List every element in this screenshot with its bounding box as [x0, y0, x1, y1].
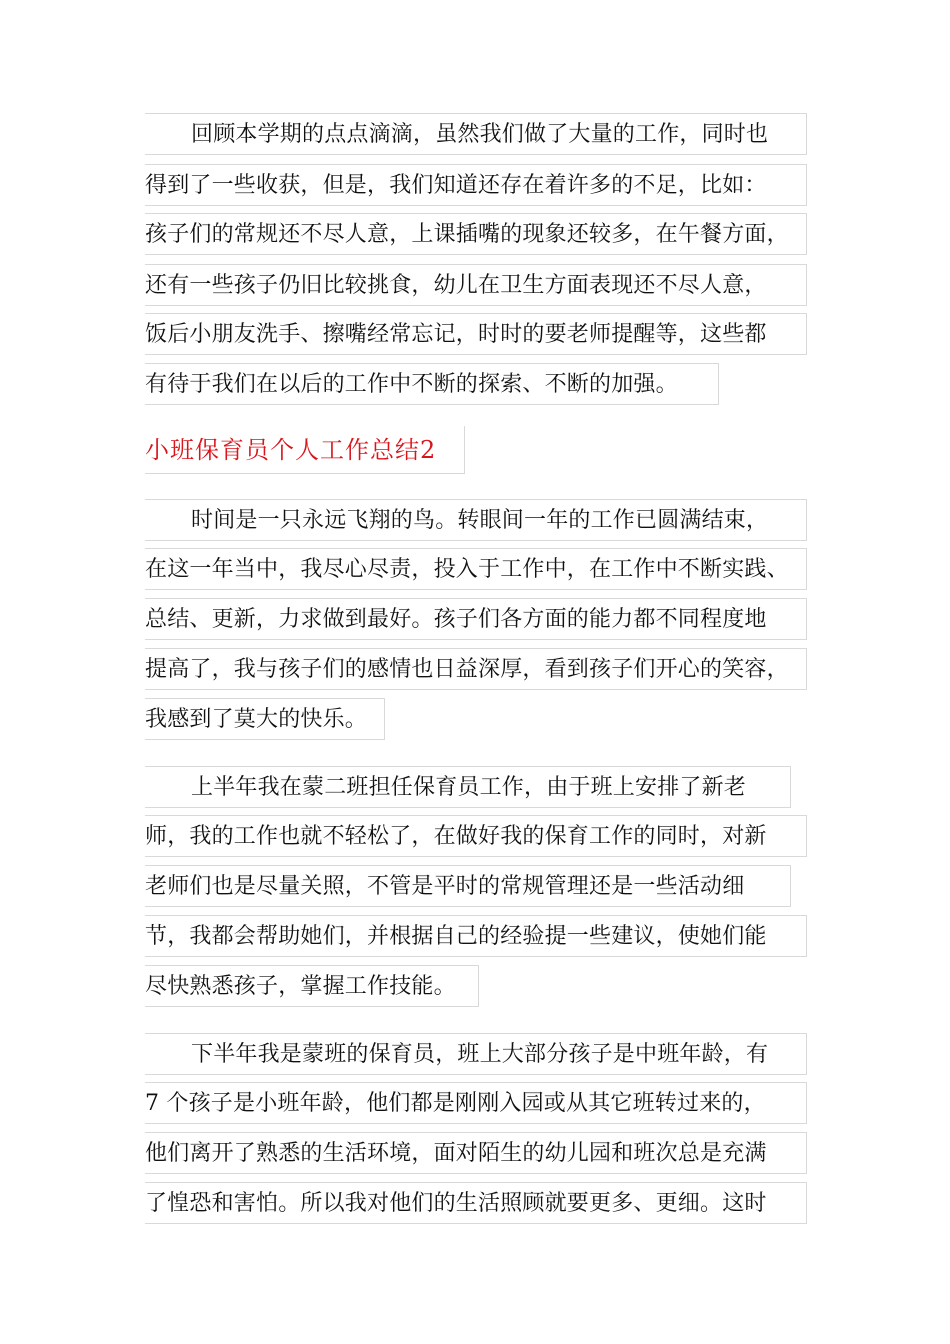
paragraph-line: 我感到了莫大的快乐。 [145, 698, 385, 740]
paragraph-line: 时间是一只永远飞翔的鸟。转眼间一年的工作已圆满结束， [145, 499, 807, 541]
paragraph-line: 上半年我在蒙二班担任保育员工作，由于班上安排了新老 [145, 766, 791, 808]
paragraph-line: 提高了，我与孩子们的感情也日益深厚，看到孩子们开心的笑容， [145, 648, 807, 690]
paragraph-line: 师，我的工作也就不轻松了，在做好我的保育工作的同时，对新 [145, 815, 807, 857]
paragraph-line: 节，我都会帮助她们，并根据自己的经验提一些建议，使她们能 [145, 915, 807, 957]
paragraph-line: 他们离开了熟悉的生活环境，面对陌生的幼儿园和班次总是充满 [145, 1132, 807, 1174]
paragraph-line: 尽快熟悉孩子，掌握工作技能。 [145, 965, 479, 1007]
paragraph-line: 有待于我们在以后的工作中不断的探索、不断的加强。 [145, 363, 719, 405]
paragraph-line: 饭后小朋友洗手、擦嘴经常忘记，时时的要老师提醒等，这些都 [145, 313, 807, 355]
paragraph-line: 还有一些孩子仍旧比较挑食，幼儿在卫生方面表现还不尽人意， [145, 264, 807, 306]
paragraph-line: 孩子们的常规还不尽人意，上课插嘴的现象还较多，在午餐方面， [145, 213, 807, 255]
section-heading: 小班保育员个人工作总结2 [145, 426, 465, 474]
paragraph-line: 下半年我是蒙班的保育员，班上大部分孩子是中班年龄，有 [145, 1033, 807, 1075]
paragraph-line: 回顾本学期的点点滴滴，虽然我们做了大量的工作，同时也 [145, 113, 807, 155]
paragraph-line: 在这一年当中，我尽心尽责，投入于工作中，在工作中不断实践、 [145, 548, 807, 590]
paragraph-line: 老师们也是尽量关照，不管是平时的常规管理还是一些活动细 [145, 865, 791, 907]
paragraph-line: 总结、更新，力求做到最好。孩子们各方面的能力都不同程度地 [145, 598, 807, 640]
paragraph-line: 得到了一些收获，但是，我们知道还存在着许多的不足，比如： [145, 164, 807, 206]
paragraph-line: 7 个孩子是小班年龄，他们都是刚刚入园或从其它班转过来的， [145, 1082, 807, 1124]
paragraph-line: 了惶恐和害怕。所以我对他们的生活照顾就要更多、更细。这时 [145, 1182, 807, 1224]
